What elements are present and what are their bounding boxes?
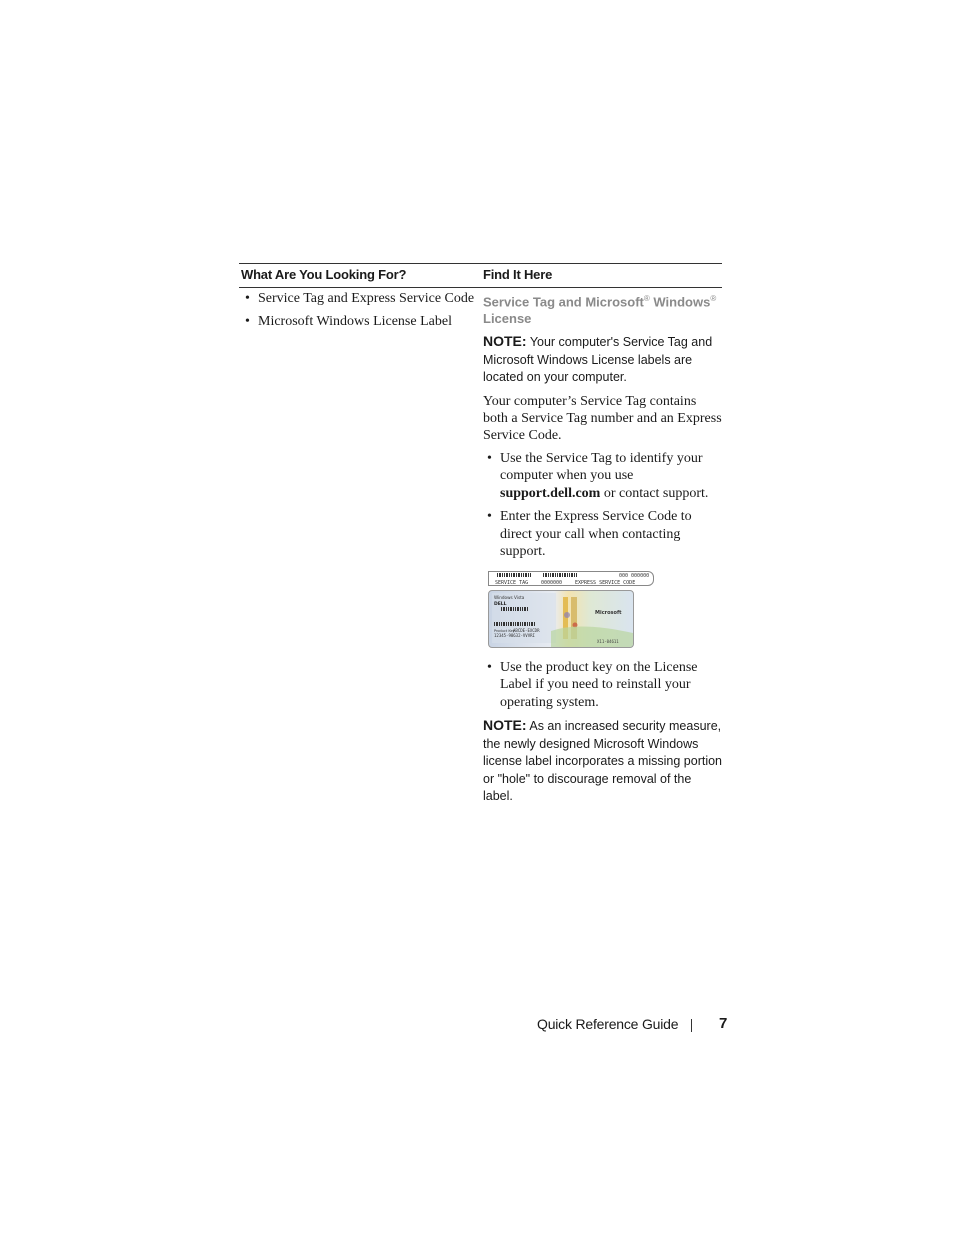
- section-title: [483, 290, 723, 327]
- registered-mark: ®: [710, 294, 717, 303]
- left-column-list: [245, 290, 480, 336]
- bullet-text: or contact support.: [603, 485, 709, 501]
- support-link[interactable]: support.dell.com: [500, 485, 601, 501]
- list-item: [245, 290, 480, 307]
- bullet-text: Use the Service Tag to identify your computer when you use: [500, 450, 703, 484]
- bullet-glyph: •: [487, 659, 492, 675]
- express-code-text: EXPRESS SERVICE CODE: [575, 579, 636, 585]
- service-tag-paragraph: Your computer’s Service Tag contains both a Service Tag number and an Express Service Code.: [483, 393, 722, 443]
- list-item: [245, 313, 480, 330]
- footer-guide-title: Quick Reference Guide: [537, 1016, 679, 1032]
- list-item-text: Microsoft Windows License Label: [258, 314, 452, 329]
- service-tag-label: [488, 571, 654, 586]
- footer-separator: [691, 1019, 692, 1032]
- microsoft-logo-text: Microsoft: [595, 609, 622, 616]
- bullet-text: Use the product key on the License Label if you need to reinstall your operating system.: [500, 659, 698, 710]
- note-label: NOTE:: [483, 333, 527, 350]
- bullet-glyph: •: [487, 509, 492, 525]
- license-part-number: X11-04611: [597, 638, 619, 644]
- product-key-label: Product Key: [494, 628, 515, 633]
- right-column: [483, 290, 723, 806]
- service-tag-value: 0000000: [541, 579, 563, 585]
- section-title-part: Windows: [653, 294, 711, 310]
- bullet-text: Enter the Express Service Code to direct your call when contacting support.: [500, 509, 692, 560]
- note-security-measure: [483, 717, 723, 806]
- list-item: [483, 450, 723, 503]
- list-item: [483, 508, 723, 561]
- table-header-rule: [239, 287, 722, 288]
- column-header-looking-for: What Are You Looking For?: [241, 267, 407, 282]
- note-text: As an increased security measure, the newly designed Microsoft Windows license label incorporates a missing portion or "hole" to discourage removal of the label.: [483, 719, 723, 804]
- bullet-glyph: •: [245, 291, 250, 306]
- section-title-part: Service Tag and Microsoft: [483, 294, 644, 310]
- license-os-name: Windows Vista: [494, 594, 525, 600]
- registered-mark: ®: [643, 294, 650, 303]
- product-key-line1: ABCDE-EXCDR: [513, 627, 540, 633]
- list-item-text: Service Tag and Express Service Code: [258, 291, 475, 306]
- table-top-rule: [239, 263, 722, 264]
- product-key-line2: 12345-98632-VVVRI: [494, 632, 535, 638]
- note-labels-location: [483, 333, 723, 387]
- column-header-find-it-here: Find It Here: [483, 267, 553, 282]
- bullet-glyph: •: [245, 314, 250, 329]
- express-code-value: 000 000000: [619, 572, 650, 579]
- dell-logo-text: DELL: [494, 601, 507, 607]
- windows-license-label: [488, 590, 634, 648]
- page-number: 7: [719, 1015, 728, 1032]
- service-tag-and-license-labels-image: [488, 571, 658, 653]
- license-label-art: [489, 591, 633, 647]
- note-text: Your computer's Service Tag and Microsoft Windows License labels are located on your computer.: [483, 335, 713, 385]
- service-tag-text: SERVICE TAG: [495, 579, 529, 585]
- bullet-glyph: •: [487, 450, 492, 466]
- service-tag-label-art: [489, 572, 653, 585]
- section-title-part: License: [483, 311, 532, 327]
- list-item: [483, 659, 723, 712]
- note-label: NOTE:: [483, 717, 527, 734]
